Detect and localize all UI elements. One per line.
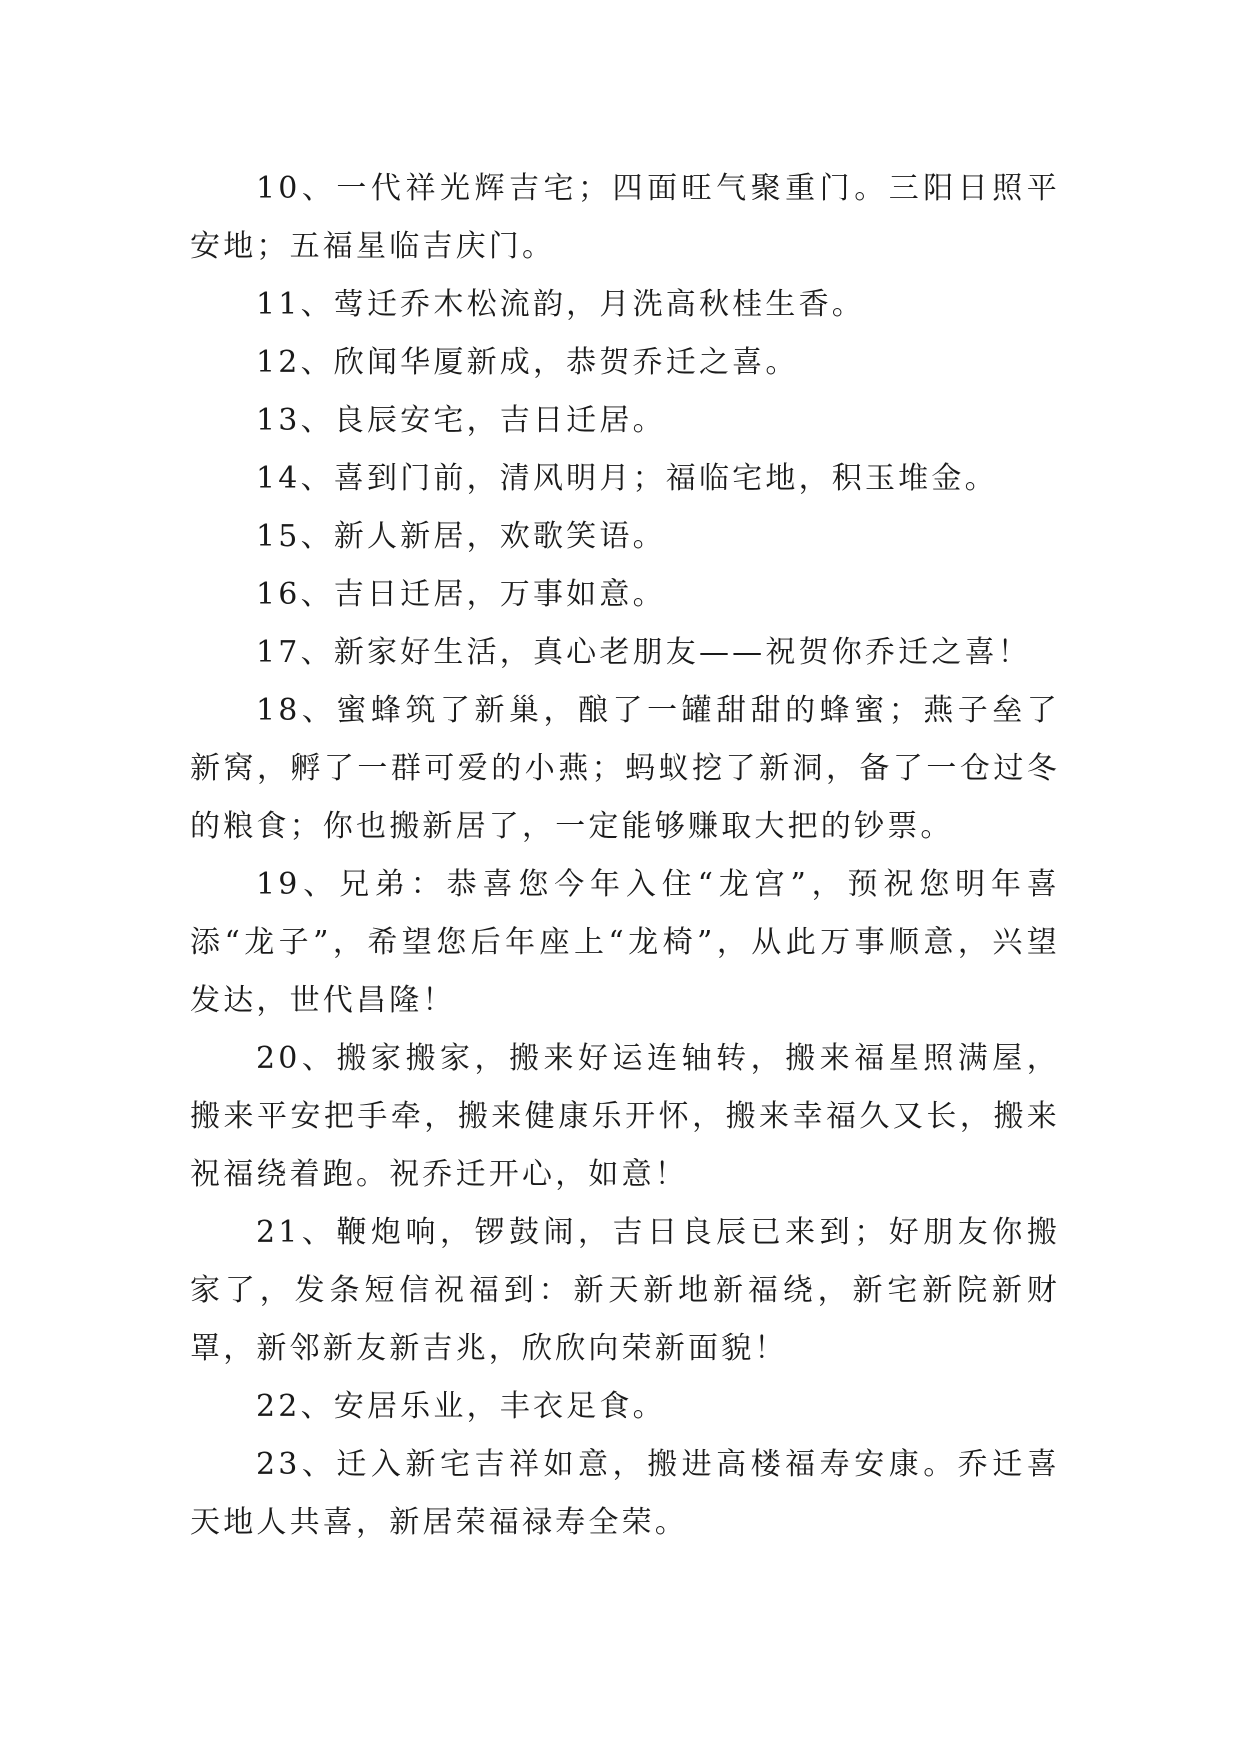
paragraph-11: 11、莺迁乔木松流韵，月洗高秋桂生香。 xyxy=(256,287,865,322)
paragraph-21: 21、鞭炮响，锣鼓闹，吉日良辰已来到；好朋友你搬家了，发条短信祝福到：新天新地新福绕，新宅新院新财罩，新邻新友新吉兆，欣欣向荣新面貌！ xyxy=(190,1215,1060,1366)
document-body xyxy=(190,160,1060,1552)
paragraph-22: 22、安居乐业，丰衣足食。 xyxy=(256,1389,666,1424)
paragraph-17: 17、新家好生活，真心老朋友——祝贺你乔迁之喜！ xyxy=(256,635,1031,670)
paragraph-19: 19、兄弟：恭喜您今年入住“龙宫”，预祝您明年喜添“龙子”，希望您后年座上“龙椅”，从此万事顺意，兴望发达，世代昌隆！ xyxy=(190,867,1060,1018)
paragraph-15: 15、新人新居，欢歌笑语。 xyxy=(256,519,666,554)
paragraph-13: 13、良辰安宅，吉日迁居。 xyxy=(256,403,666,438)
paragraph-18: 18、蜜蜂筑了新巢，酿了一罐甜甜的蜂蜜；燕子垒了新窝，孵了一群可爱的小燕；蚂蚁挖了新洞，备了一仓过冬的粮食；你也搬新居了，一定能够赚取大把的钞票。 xyxy=(190,693,1060,844)
paragraph-14: 14、喜到门前，清风明月；福临宅地，积玉堆金。 xyxy=(256,461,998,496)
paragraph-20: 20、搬家搬家，搬来好运连轴转，搬来福星照满屋，搬来平安把手牵，搬来健康乐开怀，搬来幸福久又长，搬来祝福绕着跑。祝乔迁开心，如意！ xyxy=(190,1041,1060,1192)
paragraph-12: 12、欣闻华厦新成，恭贺乔迁之喜。 xyxy=(256,345,799,380)
paragraph-23: 23、迁入新宅吉祥如意，搬进高楼福寿安康。乔迁喜天地人共喜，新居荣福禄寿全荣。 xyxy=(190,1447,1060,1540)
paragraph-10: 10、一代祥光辉吉宅；四面旺气聚重门。三阳日照平安地；五福星临吉庆门。 xyxy=(190,171,1060,264)
paragraph-16: 16、吉日迁居，万事如意。 xyxy=(256,577,666,612)
